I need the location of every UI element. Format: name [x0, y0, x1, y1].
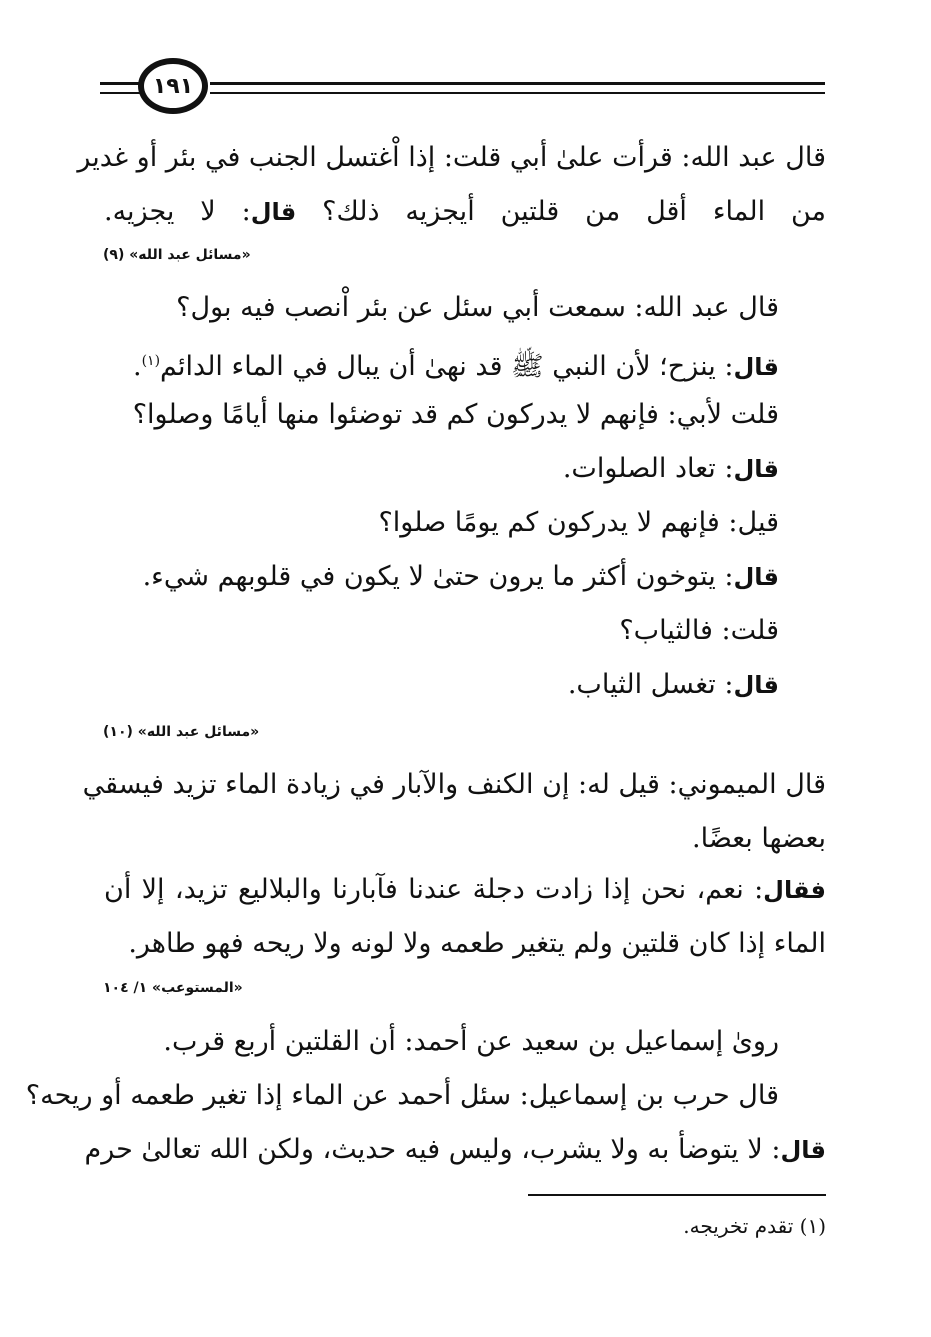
text-run: : يتوخون أكثر ما يرون حتىٰ لا يكون في قلوبهم شيء.	[142, 561, 734, 592]
text-line: بعضها بعضًا.	[692, 823, 826, 854]
text-line: قلت: فالثياب؟	[619, 615, 779, 646]
keyword-qala: قال	[250, 198, 297, 226]
keyword-qala: قال	[733, 455, 779, 483]
text-run: : تعاد الصلوات.	[562, 453, 734, 484]
text-line: قال عبد الله: سمعت أبي سئل عن بئر اْنصب فيه بول؟	[176, 292, 779, 323]
header-rule	[100, 92, 140, 94]
keyword-faqala: فقال	[763, 876, 826, 904]
footnote-divider	[528, 1194, 826, 1196]
text-line	[84, 1130, 826, 1170]
keyword-qala: قال	[780, 1136, 826, 1164]
footnote-marker: (١)	[799, 1214, 826, 1238]
text-run: : لا يجزيه.	[104, 196, 251, 227]
page-number: ١٩١	[152, 73, 194, 99]
text-line	[143, 557, 779, 597]
text-line	[104, 870, 826, 910]
footnote-text: تقدم تخريجه.	[683, 1214, 794, 1238]
page-number-badge	[138, 58, 208, 114]
text-line	[104, 192, 826, 232]
text-run: : لا يتوضأ به ولا يشرب، وليس فيه حديث، ولكن الله تعالىٰ حرم	[84, 1134, 781, 1165]
text-run: : نعم، نحن إذا زادت دجلة عندنا فآبارنا والبلاليع تزيد، إلا أن	[104, 874, 764, 905]
text-line	[563, 449, 779, 489]
text-line: قلت لأبي: فإنهم لا يدركون كم قد توضئوا منها أيامًا وصلوا؟	[132, 399, 779, 430]
text-run: من الماء أقل من قلتين أيجزيه ذلك؟	[322, 196, 826, 227]
footnote	[683, 1212, 826, 1240]
text-line: روىٰ إسماعيل بن سعيد عن أحمد: أن القلتين أربع قرب.	[163, 1026, 779, 1057]
header-rule	[100, 82, 140, 85]
text-run: : تغسل الثياب.	[567, 669, 734, 700]
keyword-qala: قال	[733, 563, 779, 591]
text-line: قال عبد الله: قرأت علىٰ أبي قلت: إذا اْغتسل الجنب في بئر أو غدير	[77, 142, 826, 173]
citation: «مسائل عبد الله» (١٠)	[103, 724, 260, 740]
keyword-qala: قال	[733, 671, 779, 699]
text-run: : ينزح؛ لأن النبي ﷺ قد نهىٰ أن يبال في الماء الدائم	[160, 351, 734, 382]
text-line	[568, 665, 779, 705]
citation: «مسائل عبد الله» (٩)	[103, 247, 251, 263]
text-line	[133, 341, 779, 387]
text-line: الماء إذا كان قلتين ولم يتغير طعمه ولا لونه ولا ريحه فهو طاهر.	[128, 928, 826, 959]
header-rule	[210, 92, 825, 94]
keyword-qala: قال	[733, 353, 779, 381]
text-line: قيل: فإنهم لا يدركون كم يومًا صلوا؟	[378, 507, 779, 538]
text-run: .	[132, 351, 142, 382]
footnote-ref: (١)	[141, 353, 161, 369]
text-line: قال الميموني: قيل له: إن الكنف والآبار في زيادة الماء تزيد فيسقي	[82, 769, 826, 800]
citation: «المستوعب» ١/ ١٠٤	[103, 980, 243, 996]
header-rule	[210, 82, 825, 85]
text-line: قال حرب بن إسماعيل: سئل أحمد عن الماء إذا تغير طعمه أو ريحه؟	[25, 1080, 779, 1111]
